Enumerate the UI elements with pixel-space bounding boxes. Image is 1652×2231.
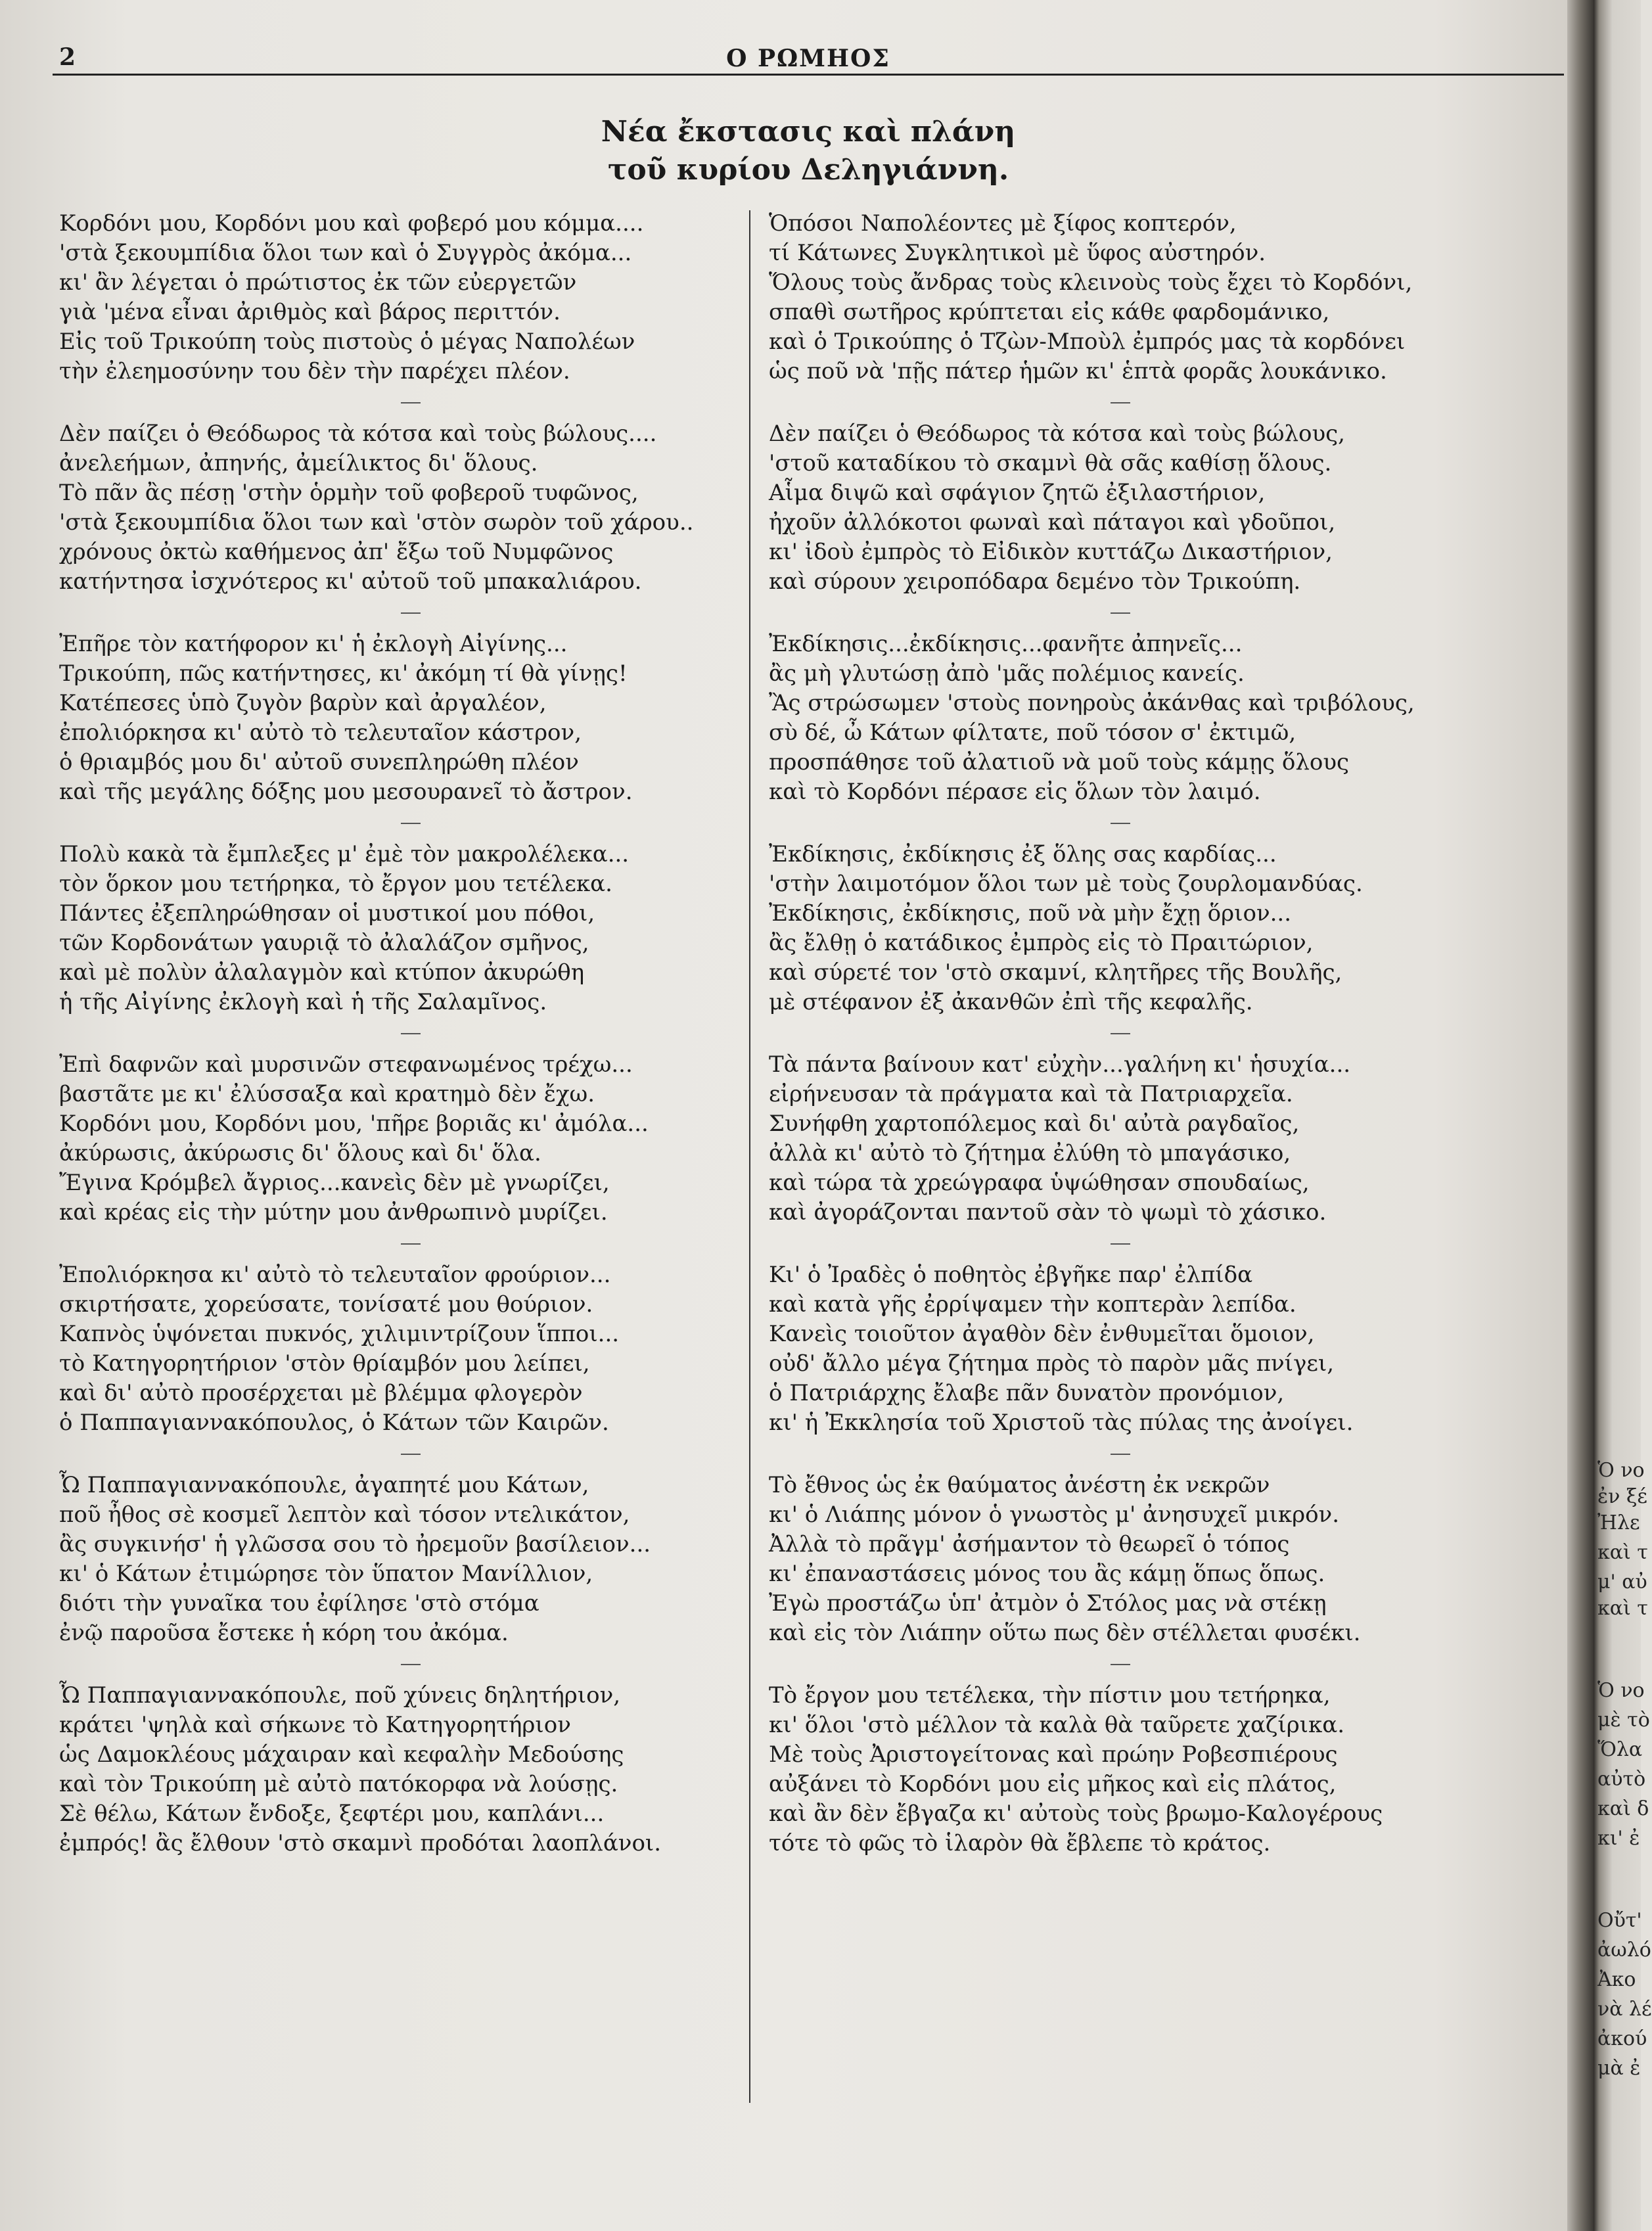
stanza (59, 1681, 762, 1858)
verse-line: σὺ δέ, ὦ Κάτων φίλτατε, ποῦ τόσον σ' ἐκτιμῶ, (769, 720, 1296, 746)
verse-line: Ἂς στρώσωμεν 'στοὺς πονηροὺς ἀκάνθας καὶ τριβόλους, (769, 690, 1415, 716)
page-header (53, 39, 1564, 79)
verse-line: Ἀλλὰ τὸ πρᾶγμ' ἀσήμαντον τὸ θεωρεῖ ὁ τόπος (769, 1531, 1290, 1557)
verse-line: καὶ δι' αὐτὸ προσέρχεται μὲ βλέμμα φλογερὸν (59, 1380, 583, 1406)
verse-line: καὶ τὸ Κορδόνι πέρασε εἰς ὅλων τὸν λαιμό. (769, 779, 1261, 805)
verse-line: Ὦ Παππαγιαννακόπουλε, ἀγαπητέ μου Κάτων, (59, 1472, 589, 1498)
facing-page-fragment: καὶ τ (1597, 1541, 1648, 1564)
stanza-separator (59, 1438, 762, 1471)
verse-line: Πάντες ἐξεπληρώθησαν οἱ μυστικοί μου πόθοι, (59, 900, 595, 927)
verse-line: ὁ Πατριάρχης ἔλαβε πᾶν δυνατὸν προνόμιον, (769, 1380, 1285, 1406)
verse-line: τότε τὸ φῶς τὸ ἱλαρὸν θὰ ἔβλεπε τὸ κράτος. (769, 1830, 1271, 1856)
verse-line: προσπάθησε τοῦ ἀλατιοῦ νὰ μοῦ τοὺς κάμῃς ὅλους (769, 749, 1350, 775)
verse-line: Ἐκδίκησις...ἐκδίκησις...φανῆτε ἀπηνεῖς... (769, 631, 1243, 657)
book-gutter (1567, 0, 1594, 2231)
verse-line: καὶ τῆς μεγάλης δόξης μου μεσουρανεῖ τὸ ἄστρον. (59, 779, 633, 805)
stanza (59, 1050, 762, 1228)
verse-line: ἀκύρωσις, ἀκύρωσις δι' ὅλους καὶ δι' ὅλα. (59, 1140, 541, 1166)
verse-line: τῶν Κορδονάτων γαυριᾷ τὸ ἀλαλάζον σμῆνος, (59, 930, 589, 956)
verse-line: ἐμπρός! ἂς ἔλθουν 'στὸ σκαμνὶ προδόται λαοπλάνοι. (59, 1830, 662, 1856)
facing-page-fragment: Ἀκο (1597, 1968, 1636, 1991)
verse-line: Κι' ὁ Ἰραδὲς ὁ ποθητὸς ἐβγῆκε παρ' ἐλπίδα (769, 1262, 1253, 1288)
verse-line: Ἐπὶ δαφνῶν καὶ μυρσινῶν στεφανωμένος τρέχω... (59, 1051, 633, 1078)
facing-page-fragment: Ὁ νο (1597, 1459, 1645, 1482)
stanza-separator (769, 1438, 1472, 1471)
verse-line: κι' ἰδοὺ ἐμπρὸς τὸ Εἰδικὸν κυττάζω Δικαστήριον, (769, 539, 1333, 565)
verse-line: Καπνὸς ὑψόνεται πυκνός, χιλιμιντρίζουν ἵπποι... (59, 1321, 620, 1347)
verse-line: Πολὺ κακὰ τὰ ἔμπλεξες μ' ἐμὲ τὸν μακρολέλεκα... (59, 841, 630, 867)
verse-line: καὶ τὸν Τρικούπη μὲ αὐτὸ πατόκορφα νὰ λούσῃς. (59, 1771, 618, 1797)
verse-line: καὶ ὁ Τρικούπης ὁ Τζὼν-Μποὺλ ἐμπρός μας τὰ κορδόνει (769, 329, 1406, 355)
page-number: 2 (59, 43, 76, 71)
verse-line: Ὦ Παππαγιαννακόπουλε, ποῦ χύνεις δηλητήριον, (59, 1682, 621, 1709)
verse-line: ὡς ποῦ νὰ 'πῇς πάτερ ἡμῶν κι' ἑπτὰ φορᾶς λουκάνικο. (769, 358, 1387, 384)
stanza-separator (769, 1228, 1472, 1260)
verse-line: αὐξάνει τὸ Κορδόνι μου εἰς μῆκος καὶ εἰς πλάτος, (769, 1771, 1337, 1797)
stanza (59, 1471, 762, 1648)
stanza-separator (59, 597, 762, 630)
facing-page-fragment: Ὁ νο (1597, 1679, 1645, 1702)
verse-line: ὁ Παππαγιαννακόπουλος, ὁ Κάτων τῶν Καιρῶν. (59, 1410, 609, 1436)
verse-line: Δὲν παίζει ὁ Θεόδωρος τὰ κότσα καὶ τοὺς βώλους.... (59, 421, 657, 447)
verse-line: ἂς μὴ γλυτώσῃ ἀπὸ 'μᾶς πολέμιος κανείς. (769, 660, 1245, 687)
verse-line: Μὲ τοὺς Ἀριστογείτονας καὶ πρώην Ροβεσπιέρους (769, 1741, 1338, 1768)
verse-line: καὶ μὲ πολὺν ἀλαλαγμὸν καὶ κτύπον ἀκυρώθη (59, 959, 585, 986)
verse-line: καὶ κρέας εἰς τὴν μύτην μου ἀνθρωπινὸ μυρίζει. (59, 1199, 608, 1226)
verse-line: 'στοῦ καταδίκου τὸ σκαμνὶ θὰ σᾶς καθίσῃ ὅλους. (769, 450, 1332, 476)
verse-line: ποῦ ἦθος σὲ κοσμεῖ λεπτὸν καὶ τόσον ντελικάτον, (59, 1502, 630, 1528)
verse-line: Ὅλους τοὺς ἄνδρας τοὺς κλεινοὺς τοὺς ἔχει τὸ Κορδόνι, (769, 269, 1413, 296)
stanza-separator (59, 807, 762, 840)
verse-line: Συνήφθη χαρτοπόλεμος καὶ δι' αὐτὰ ραγδαῖος, (769, 1111, 1300, 1137)
verse-line: ἀνελεήμων, ἀπηνής, ἀμείλικτος δι' ὅλους. (59, 450, 538, 476)
verse-line: ὡς Δαμοκλέους μάχαιραν καὶ κεφαλὴν Μεδούσης (59, 1741, 624, 1768)
verse-line: κατήντησα ἰσχνότερος κι' αὐτοῦ τοῦ μπακαλιάρου. (59, 568, 642, 595)
facing-page-fragment: ἀκού (1597, 2027, 1647, 2050)
verse-line: ἂς συγκινήσ' ἡ γλῶσσα σου τὸ ἠρεμοῦν βασίλειον... (59, 1531, 651, 1557)
stanza-separator (59, 1228, 762, 1260)
facing-page-fragment: Οὔτ' (1597, 1909, 1642, 1932)
article-title (53, 113, 1564, 189)
facing-page-fragment: μὰ ἐ (1597, 2057, 1641, 2080)
verse-line: κι' ἂν λέγεται ὁ πρώτιστος ἐκ τῶν εὐεργετῶν (59, 269, 577, 296)
verse-line: χρόνους ὀκτὼ καθήμενος ἀπ' ἔξω τοῦ Νυμφῶνος (59, 539, 614, 565)
title-line: Νέα ἔκστασις καὶ πλάνη (601, 115, 1016, 149)
verse-line: τὸν ὅρκον μου τετήρηκα, τὸ ἔργον μου τετέλεκα. (59, 871, 612, 897)
stanza-separator (769, 807, 1472, 840)
stanza (59, 1260, 762, 1438)
verse-line: Ἐγὼ προστάζω ὑπ' ἀτμὸν ὁ Στόλος μας νὰ στέκῃ (769, 1590, 1327, 1617)
verse-line: Κορδόνι μου, Κορδόνι μου καὶ φοβερό μου κόμμα.... (59, 210, 644, 237)
verse-line: Ἐκδίκησις, ἐκδίκησις, ποῦ νὰ μὴν ἔχῃ ὅριον... (769, 900, 1292, 927)
stanza-separator (59, 1017, 762, 1050)
verse-line: κι' ἐπαναστάσεις μόνος του ἂς κάμῃ ὅπως ὅπως. (769, 1561, 1325, 1587)
verse-line: κι' ἡ Ἐκκλησία τοῦ Χριστοῦ τὰς πύλας της ἀνοίγει. (769, 1410, 1354, 1436)
facing-page-fragment: νὰ λέ (1597, 1998, 1652, 2021)
verse-line: Κορδόνι μου, Κορδόνι μου, 'πῆρε βοριᾶς κι' ἀμόλα... (59, 1111, 649, 1137)
verse-line: Κανεὶς τοιοῦτον ἀγαθὸν δὲν ἐνθυμεῖται ὅμοιον, (769, 1321, 1315, 1347)
verse-line: κράτει 'ψηλὰ καὶ σήκωνε τὸ Κατηγορητήριον (59, 1712, 571, 1738)
verse-line: ἐνῷ παροῦσα ἔστεκε ἡ κόρη του ἀκόμα. (59, 1620, 509, 1646)
verse-line: καὶ ἂν δὲν ἔβγαζα κι' αὐτοὺς τοὺς βρωμο-Καλογέρους (769, 1801, 1383, 1827)
verse-line: ὁ θριαμβός μου δι' αὐτοῦ συνεπληρώθη πλέον (59, 749, 579, 775)
facing-page-fragment: Ὅλα (1597, 1738, 1643, 1761)
verse-line: ἂς ἔλθῃ ὁ κατάδικος ἐμπρὸς εἰς τὸ Πραιτώριον, (769, 930, 1314, 956)
stanza-separator (59, 1648, 762, 1681)
stanza (59, 209, 762, 386)
stanza-separator (769, 386, 1472, 419)
verse-line: Τὸ ἔθνος ὡς ἐκ θαύματος ἀνέστη ἐκ νεκρῶν (769, 1472, 1270, 1498)
verse-line: σπαθὶ σωτῆρος κρύπτεται εἰς κάθε φαρδομάνικο, (769, 299, 1330, 325)
facing-page-fragment: καὶ δ (1597, 1797, 1649, 1820)
verse-line: εἰρήνευσαν τὰ πράγματα καὶ τὰ Πατριαρχεῖα. (769, 1081, 1293, 1107)
verse-line: Ἐκδίκησις, ἐκδίκησις ἐξ ὅλης σας καρδίας... (769, 841, 1277, 867)
verse-line: κι' ὁ Λιάπης μόνον ὁ γνωστὸς μ' ἀνησυχεῖ μικρόν. (769, 1502, 1340, 1528)
verse-line: καὶ εἰς τὸν Λιάπην οὕτω πως δὲν στέλλεται φυσέκι. (769, 1620, 1361, 1646)
facing-page-fragment: μὲ τὸ (1597, 1709, 1650, 1732)
stanza (769, 419, 1472, 597)
verse-line: Εἰς τοῦ Τρικούπη τοὺς πιστοὺς ὁ μέγας Ναπολέων (59, 329, 635, 355)
facing-page-fragment: καὶ τ (1597, 1597, 1648, 1620)
facing-page-fragment: ἐν ξέ (1597, 1485, 1647, 1508)
verse-line: διότι τὴν γυναῖκα του ἐφίλησε 'στὸ στόμα (59, 1590, 539, 1617)
facing-page-fragment: αὐτὸ (1597, 1768, 1646, 1791)
verse-line: καὶ τώρα τὰ χρεώγραφα ὑψώθησαν σπουδαίως, (769, 1170, 1310, 1196)
verse-line: Κατέπεσες ὑπὸ ζυγὸν βαρὺν καὶ ἀργαλέον, (59, 690, 547, 716)
verse-line: ἀλλὰ κι' αὐτὸ τὸ ζήτημα ἐλύθη τὸ μπαγάσικο, (769, 1140, 1291, 1166)
verse-line: Ἐπῆρε τὸν κατήφορον κι' ἡ ἐκλογὴ Αἰγίνης... (59, 631, 568, 657)
stanza (769, 1260, 1472, 1438)
stanza (769, 209, 1472, 386)
stanza-separator (769, 1017, 1472, 1050)
verse-line: οὐδ' ἄλλο μέγα ζήτημα πρὸς τὸ παρὸν μᾶς πνίγει, (769, 1350, 1335, 1377)
facing-page-fragment: Ἠλε (1597, 1511, 1640, 1534)
stanza (769, 1471, 1472, 1648)
stanza (59, 630, 762, 807)
verse-line: σκιρτήσατε, χορεύσατε, τονίσατέ μου θούριον. (59, 1291, 593, 1318)
verse-line: Τρικούπη, πῶς κατήντησες, κι' ἀκόμη τί θὰ γίνῃς! (59, 660, 628, 687)
masthead: Ο ΡΩΜΗΟΣ (726, 45, 890, 72)
verse-line: Ἐπολιόρκησα κι' αὐτὸ τὸ τελευταῖον φρούριον... (59, 1262, 611, 1288)
stanza-separator (59, 386, 762, 419)
verse-line: Αἷμα διψῶ καὶ σφάγιον ζητῶ ἐξιλαστήριον, (769, 480, 1266, 506)
verse-line: κι' ὁ Κάτων ἐτιμώρησε τὸν ὕπατον Μανίλλιον, (59, 1561, 593, 1587)
verse-line: Δὲν παίζει ὁ Θεόδωρος τὰ κότσα καὶ τοὺς βώλους, (769, 421, 1345, 447)
verse-line: Ἔγινα Κρόμβελ ἄγριος...κανεὶς δὲν μὲ γνωρίζει, (59, 1170, 610, 1196)
verse-line: Τὰ πάντα βαίνουν κατ' εὐχὴν...γαλήνη κι' ἡσυχία... (769, 1051, 1351, 1078)
verse-line: τὴν ἐλεημοσύνην του δὲν τὴν παρέχει πλέον. (59, 358, 570, 384)
verse-line: βαστᾶτε με κι' ἐλύσσαξα καὶ κρατημὸ δὲν ἔχω. (59, 1081, 595, 1107)
stanza (59, 840, 762, 1017)
verse-line: τὸ Κατηγορητήριον 'στὸν θρίαμβόν μου λείπει, (59, 1350, 590, 1377)
right-column (769, 209, 1472, 1858)
verse-line: Τὸ ἔργον μου τετέλεκα, τὴν πίστιν μου τετήρηκα, (769, 1682, 1331, 1709)
stanza-separator (769, 1648, 1472, 1681)
stanza (769, 1050, 1472, 1228)
facing-page-fragment: κι' ἐ (1597, 1827, 1640, 1850)
header-rule (53, 74, 1564, 76)
verse-line: ἠχοῦν ἀλλόκοτοι φωναὶ καὶ πάταγοι καὶ γδοῦποι, (769, 509, 1336, 536)
verse-line: 'στὰ ξεκουμπίδια ὅλοι των καὶ ὁ Συγγρὸς ἀκόμα... (59, 240, 632, 266)
verse-line: γιὰ 'μένα εἶναι ἀριθμὸς καὶ βάρος περιττόν. (59, 299, 561, 325)
stanza-separator (769, 597, 1472, 630)
stanza (769, 630, 1472, 807)
title-line: τοῦ κυρίου Δεληγιάννη. (607, 153, 1009, 187)
verse-line: καὶ σύρετέ τον 'στὸ σκαμνί, κλητῆρες τῆς Βουλῆς, (769, 959, 1342, 986)
facing-page-edge (1594, 0, 1652, 2231)
left-column (59, 209, 762, 1858)
verse-line: κι' ὅλοι 'στὸ μέλλον τὰ καλὰ θὰ ταῦρετε χαζίρικα. (769, 1712, 1345, 1738)
verse-line: καὶ ἀγοράζονται παντοῦ σὰν τὸ ψωμὶ τὸ χάσικο. (769, 1199, 1327, 1226)
verse-line: 'στὴν λαιμοτόμον ὅλοι των μὲ τοὺς ζουρλομανδύας. (769, 871, 1363, 897)
verse-line: μὲ στέφανον ἐξ ἀκανθῶν ἐπὶ τῆς κεφαλῆς. (769, 989, 1253, 1015)
verse-line: τί Κάτωνες Συγκλητικοὶ μὲ ὕφος αὐστηρόν. (769, 240, 1266, 266)
verse-line: Σὲ θέλω, Κάτων ἔνδοξε, ξεφτέρι μου, καπλάνι... (59, 1801, 605, 1827)
facing-page-fragment: μ' αὐ (1597, 1571, 1647, 1594)
verse-line: ἐπολιόρκησα κι' αὐτὸ τὸ τελευταῖον κάστρον, (59, 720, 582, 746)
stanza (59, 419, 762, 597)
verse-line: καὶ σύρουν χειροπόδαρα δεμένο τὸν Τρικούπη. (769, 568, 1301, 595)
verse-line: Τὸ πᾶν ἂς πέσῃ 'στὴν ὁρμὴν τοῦ φοβεροῦ τυφῶνος, (59, 480, 639, 506)
stanza (769, 1681, 1472, 1858)
verse-line: 'στὰ ξεκουμπίδια ὅλοι των καὶ 'στὸν σωρὸν τοῦ χάρου.. (59, 509, 694, 536)
stanza (769, 840, 1472, 1017)
verse-line: καὶ κατὰ γῆς ἐρρίψαμεν τὴν κοπτερὰν λεπίδα. (769, 1291, 1296, 1318)
verse-line: ἡ τῆς Αἰγίνης ἐκλογὴ καὶ ἡ τῆς Σαλαμῖνος. (59, 989, 547, 1015)
facing-page-fragment: ἀωλό (1597, 1939, 1651, 1962)
verse-line: Ὁπόσοι Ναπολέοντες μὲ ξίφος κοπτερόν, (769, 210, 1237, 237)
